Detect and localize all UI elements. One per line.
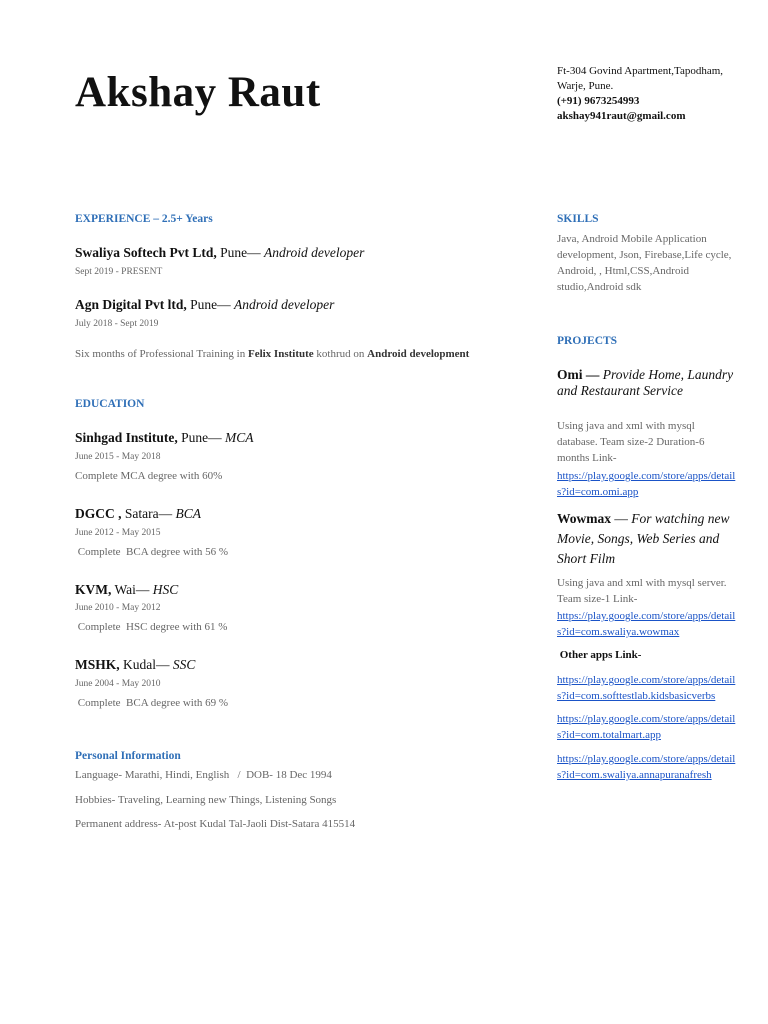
project-tagline: For watching new Movie, Songs, Web Series and Short Film	[557, 511, 730, 566]
education-dates: June 2015 - May 2018	[75, 452, 161, 462]
personal-title: Personal Information	[75, 750, 181, 762]
phone-number: (+91) 9673254993	[557, 95, 640, 107]
other-app-link[interactable]: https://play.google.com/store/apps/details?id=com.totalmart.app	[557, 713, 736, 741]
education-title: EDUCATION	[75, 398, 145, 410]
education-dates: June 2004 - May 2010	[75, 679, 161, 689]
education-dates: June 2010 - May 2012	[75, 603, 161, 613]
project-desc: Using java and xml with mysql server. Team size-1 Link-	[557, 577, 727, 605]
job-company: Swaliya Softech Pvt Ltd,	[75, 245, 217, 260]
project-desc: Using java and xml with mysql database. Team size-2 Duration-6 months Link-	[557, 420, 705, 464]
job-swaliya	[75, 244, 364, 262]
school-name: KVM,	[75, 582, 112, 597]
experience-title: EXPERIENCE – 2.5+ Years	[75, 213, 213, 225]
school-place: Satara—	[121, 506, 176, 521]
candidate-name: Akshay Raut	[75, 69, 321, 116]
school-name: DGCC ,	[75, 506, 122, 521]
school-name: Sinhgad Institute,	[75, 430, 178, 445]
training-mid: kothrud on	[313, 348, 368, 360]
degree: SSC	[172, 657, 196, 672]
personal-address: Permanent address- At-post Kudal Tal-Jaoli Dist-Satara 415514	[75, 818, 356, 830]
education-detail: Complete MCA degree with 60%	[75, 470, 223, 482]
other-app-link[interactable]: https://play.google.com/store/apps/details?id=com.softtestlab.kidsbasicverbs	[557, 674, 736, 702]
education-item	[75, 429, 254, 447]
school-place: Pune—	[177, 430, 226, 445]
job-location: Pune—	[216, 245, 264, 260]
education-detail: Complete BCA degree with 56 %	[75, 546, 229, 558]
education-item	[75, 581, 178, 599]
education-item	[75, 656, 195, 674]
job-dates: July 2018 - Sept 2019	[75, 319, 159, 329]
project-name: Omi —	[557, 367, 603, 382]
personal-language: Language- Marathi, Hindi, English / DOB- 18 Dec 1994	[75, 769, 332, 781]
job-agn	[75, 296, 334, 314]
school-place: Wai—	[111, 582, 153, 597]
other-apps-title: Other apps Link-	[557, 649, 642, 661]
project-link[interactable]: https://play.google.com/store/apps/details?id=com.swaliya.wowmax	[557, 610, 736, 638]
project-dash: —	[611, 511, 632, 526]
other-app-link[interactable]: https://play.google.com/store/apps/details?id=com.swaliya.annapuranafresh	[557, 753, 736, 781]
skills-text: Java, Android Mobile Application development, Json, Firebase,Life cycle, Android, , Html,CSS,Android studio,Android sdk	[557, 233, 732, 293]
education-detail: Complete HSC degree with 61 %	[75, 621, 228, 633]
training-subject: Android development	[367, 348, 470, 360]
school-name: MSHK,	[75, 657, 120, 672]
education-detail: Complete BCA degree with 69 %	[75, 697, 229, 709]
degree: BCA	[175, 506, 201, 521]
job-role: Android developer	[234, 297, 335, 312]
training-text	[75, 346, 469, 362]
address-line1: Ft-304 Govind Apartment,Tapodham,	[557, 65, 724, 77]
project-tagline: Provide Home, Laundry and Restaurant Service	[557, 367, 734, 398]
projects-title: PROJECTS	[557, 335, 618, 347]
school-place: Kudal—	[119, 657, 173, 672]
address-line2: Warje, Pune.	[557, 80, 614, 92]
project-omi	[557, 367, 737, 399]
job-location: Pune—	[186, 297, 235, 312]
project-link[interactable]: https://play.google.com/store/apps/details?id=com.omi.app	[557, 470, 736, 498]
contact-block	[557, 64, 757, 124]
job-role: Android developer	[264, 245, 365, 260]
training-institute: Felix Institute	[247, 348, 314, 360]
project-name: Wowmax	[557, 511, 611, 526]
personal-hobbies: Hobbies- Traveling, Learning new Things, Listening Songs	[75, 794, 337, 806]
project-wowmax	[557, 509, 742, 569]
education-dates: June 2012 - May 2015	[75, 528, 161, 538]
job-company: Agn Digital Pvt ltd,	[75, 297, 187, 312]
email-address: akshay941raut@gmail.com	[557, 110, 686, 122]
training-pre: Six months of Professional Training in	[75, 348, 248, 360]
degree: MCA	[225, 430, 254, 445]
degree: HSC	[152, 582, 179, 597]
education-item	[75, 505, 201, 523]
skills-title: SKILLS	[557, 213, 599, 225]
job-dates: Sept 2019 - PRESENT	[75, 267, 163, 277]
